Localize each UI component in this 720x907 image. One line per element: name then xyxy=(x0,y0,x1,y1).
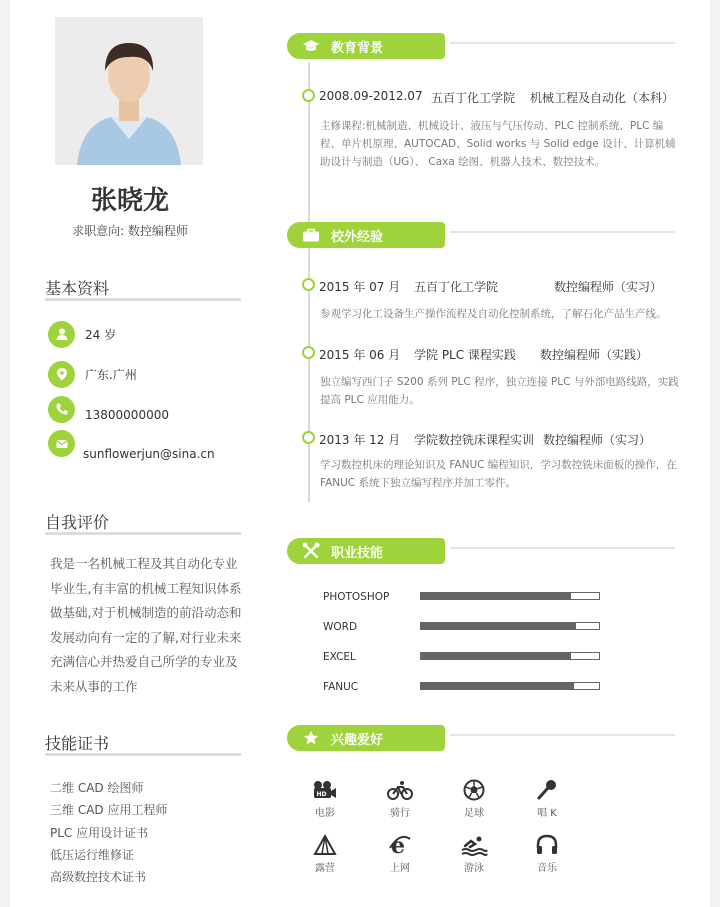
timeline-dot xyxy=(302,278,315,291)
skill-bar xyxy=(420,652,600,660)
skill-bar-fill xyxy=(421,653,571,659)
skill-name: WORD xyxy=(323,621,358,633)
cert-item: 二维 CAD 绘图师 xyxy=(50,781,144,795)
divider xyxy=(45,532,241,535)
self-eval-text: 我是一名机械工程及其自动化专业毕业生,有丰富的机械工程知识体系做基础,对于机械制造的前沿动态和发展动向有一定的了解,对行业未来充满信心并热爱自己所学的专业及未来从事的工作 xyxy=(50,556,242,694)
hobby-label: 露营 xyxy=(315,863,335,874)
phone-value: 13800000000 xyxy=(85,408,169,422)
cert-item: PLC 应用设计证书 xyxy=(50,826,149,840)
resume-page xyxy=(10,0,710,907)
self-eval-title: 自我评价 xyxy=(45,513,110,532)
briefcase-icon xyxy=(301,225,321,245)
hobbies-title: 兴趣爱好 xyxy=(331,732,384,748)
email-row xyxy=(48,430,244,460)
experience-header xyxy=(287,222,445,248)
phone-row xyxy=(48,395,169,423)
hobby-item xyxy=(444,778,504,819)
experience-title: 校外经验 xyxy=(331,229,384,245)
skill-bar xyxy=(420,592,600,600)
hobby-label: 电影 xyxy=(315,808,335,819)
skills-title: 职业技能 xyxy=(331,545,384,561)
education-major: 机械工程及自动化（本科） xyxy=(530,91,675,105)
skill-name: FANUC xyxy=(323,681,359,693)
mail-icon xyxy=(48,430,75,457)
cert-item: 低压运行维修证 xyxy=(50,848,135,862)
email-value: sunflowerjun@sina.cn xyxy=(83,447,215,461)
education-title: 教育背景 xyxy=(331,40,384,56)
education-school: 五百丁化工学院 xyxy=(431,91,516,105)
skill-name: PHOTOSHOP xyxy=(323,591,390,603)
tools-icon xyxy=(301,541,321,561)
internet-icon xyxy=(370,833,430,857)
bicycle-icon xyxy=(370,778,430,802)
certs-title: 技能证书 xyxy=(45,734,110,753)
exp-org: 学院 PLC 课程实践 xyxy=(414,348,516,362)
age-value: 24 岁 xyxy=(85,327,117,342)
profile-photo xyxy=(55,17,203,165)
divider xyxy=(450,231,675,233)
hobby-item xyxy=(517,778,577,819)
exp-desc: 学习数控机床的理论知识及 FANUC 编程知识，学习数控铣床面板的操作，在 FANUC 系统下独立编写程序并加工零件。 xyxy=(320,459,677,489)
age-row xyxy=(48,320,116,348)
cert-item: 高级数控技术证书 xyxy=(50,870,147,884)
hobby-item xyxy=(295,778,355,819)
education-courses: 主修课程:机械制造、机械设计、液压与气压传动、PLC 控制系统、PLC 编程、单片机原理、AUTOCAD、Solid works 与 Solid edge 设计、计算机辅助设计与制造（UG）、 Caxa 绘图、机器人技术、数控技术。 xyxy=(320,120,676,168)
basic-info-title: 基本资料 xyxy=(45,279,110,298)
exp-org: 五百丁化工学院 xyxy=(414,280,499,294)
hobby-item xyxy=(444,833,504,874)
cert-item: 三维 CAD 应用工程师 xyxy=(50,803,168,817)
hobbies-header xyxy=(287,725,445,751)
exp-org: 学院数控铣床课程实训 xyxy=(414,433,535,447)
location-row xyxy=(48,360,137,388)
skill-bar-fill xyxy=(421,593,571,599)
profile-name: 张晓龙 xyxy=(90,186,169,216)
education-header xyxy=(287,33,445,59)
exp-date: 2013 年 12 月 xyxy=(319,433,401,447)
phone-icon xyxy=(48,396,75,423)
skill-bar xyxy=(420,622,600,630)
hobby-item xyxy=(295,833,355,874)
headphones-icon xyxy=(517,833,577,857)
tent-icon xyxy=(295,833,355,857)
timeline-dot xyxy=(302,431,315,444)
exp-role: 数控编程师（实习） xyxy=(543,433,652,447)
hobby-label: 唱 K xyxy=(537,808,557,819)
divider xyxy=(450,734,675,736)
timeline-dot xyxy=(302,89,315,102)
hobby-item xyxy=(370,778,430,819)
skill-bar-fill xyxy=(421,623,576,629)
skills-header xyxy=(287,538,445,564)
education-period: 2008.09-2012.07 xyxy=(319,89,423,103)
hobby-label: 骑行 xyxy=(390,808,410,819)
location-pin-icon xyxy=(48,361,75,388)
hobby-label: 游泳 xyxy=(464,863,484,874)
exp-date: 2015 年 06 月 xyxy=(319,348,401,362)
hobby-item xyxy=(517,833,577,874)
hobby-label: 足球 xyxy=(464,808,484,819)
person-icon xyxy=(48,321,75,348)
exp-desc: 参观学习化工设备生产操作流程及自动化控制系统，了解石化产品生产线。 xyxy=(320,308,667,320)
skill-name: EXCEL xyxy=(323,651,356,663)
svg-text:HD: HD xyxy=(316,791,327,798)
exp-role: 数控编程师（实习） xyxy=(554,280,663,294)
exp-desc: 独立编写西门子 S200 系列 PLC 程序，独立连接 PLC 与外部电路线路，实践提高 PLC 应用能力。 xyxy=(320,376,679,406)
exp-role: 数控编程师（实践） xyxy=(540,348,649,362)
hobby-label: 上网 xyxy=(390,863,410,874)
divider xyxy=(450,42,675,44)
svg-text:e: e xyxy=(391,833,405,859)
skill-bar xyxy=(420,682,600,690)
hobby-item xyxy=(370,833,430,874)
skill-bar-fill xyxy=(421,683,574,689)
swimming-icon xyxy=(444,833,504,857)
divider xyxy=(45,753,241,756)
job-intent: 求职意向: 数控编程师 xyxy=(72,224,188,238)
hobby-label: 音乐 xyxy=(537,863,557,874)
timeline-dot xyxy=(302,346,315,359)
location-value: 广东.广州 xyxy=(85,367,137,382)
graduation-cap-icon xyxy=(301,36,321,56)
microphone-icon xyxy=(517,778,577,802)
exp-date: 2015 年 07 月 xyxy=(319,280,401,294)
divider xyxy=(45,298,241,301)
football-icon xyxy=(444,778,504,802)
film-camera-icon xyxy=(295,778,355,802)
divider xyxy=(450,547,675,549)
star-icon xyxy=(301,728,321,748)
